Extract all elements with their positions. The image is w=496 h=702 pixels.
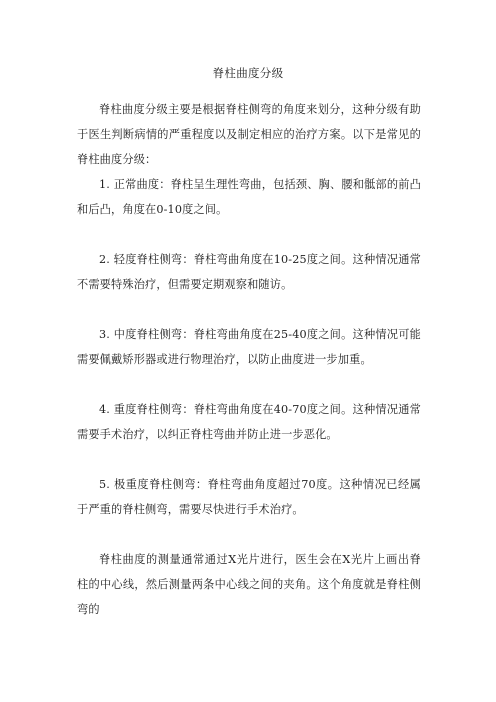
- list-item: 4. 重度脊柱侧弯：脊柱弯曲角度在40-70度之间。这种情况通常需要手术治疗，以纠正脊柱弯曲并防止进一步恶化。: [77, 403, 421, 442]
- list-item: 2. 轻度脊柱侧弯：脊柱弯曲角度在10-25度之间。这种情况通常不需要特殊治疗，但需要定期观察和随访。: [77, 253, 421, 292]
- document-title: 脊柱曲度分级: [212, 66, 284, 80]
- list-item: 5. 极重度脊柱侧弯：脊柱弯曲角度超过70度。这种情况已经属于严重的脊柱侧弯，需要尽快进行手术治疗。: [77, 478, 421, 517]
- intro-paragraph: 脊柱曲度分级主要是根据脊柱侧弯的角度来划分，这种分级有助于医生判断病情的严重程度以及制定相应的治疗方案。以下是常见的脊柱曲度分级：: [77, 103, 421, 167]
- list-item: 1. 正常曲度：脊柱呈生理性弯曲，包括颈、胸、腰和骶部的前凸和后凸，角度在0-10度之间。: [77, 178, 421, 217]
- closing-paragraph: 脊柱曲度的测量通常通过X光片进行，医生会在X光片上画出脊柱的中心线，然后测量两条中心线之间的夹角。这个角度就是脊柱侧弯的: [77, 553, 421, 617]
- list-item: 3. 中度脊柱侧弯：脊柱弯曲角度在25-40度之间。这种情况可能需要佩戴矫形器或进行物理治疗，以防止曲度进一步加重。: [77, 328, 421, 367]
